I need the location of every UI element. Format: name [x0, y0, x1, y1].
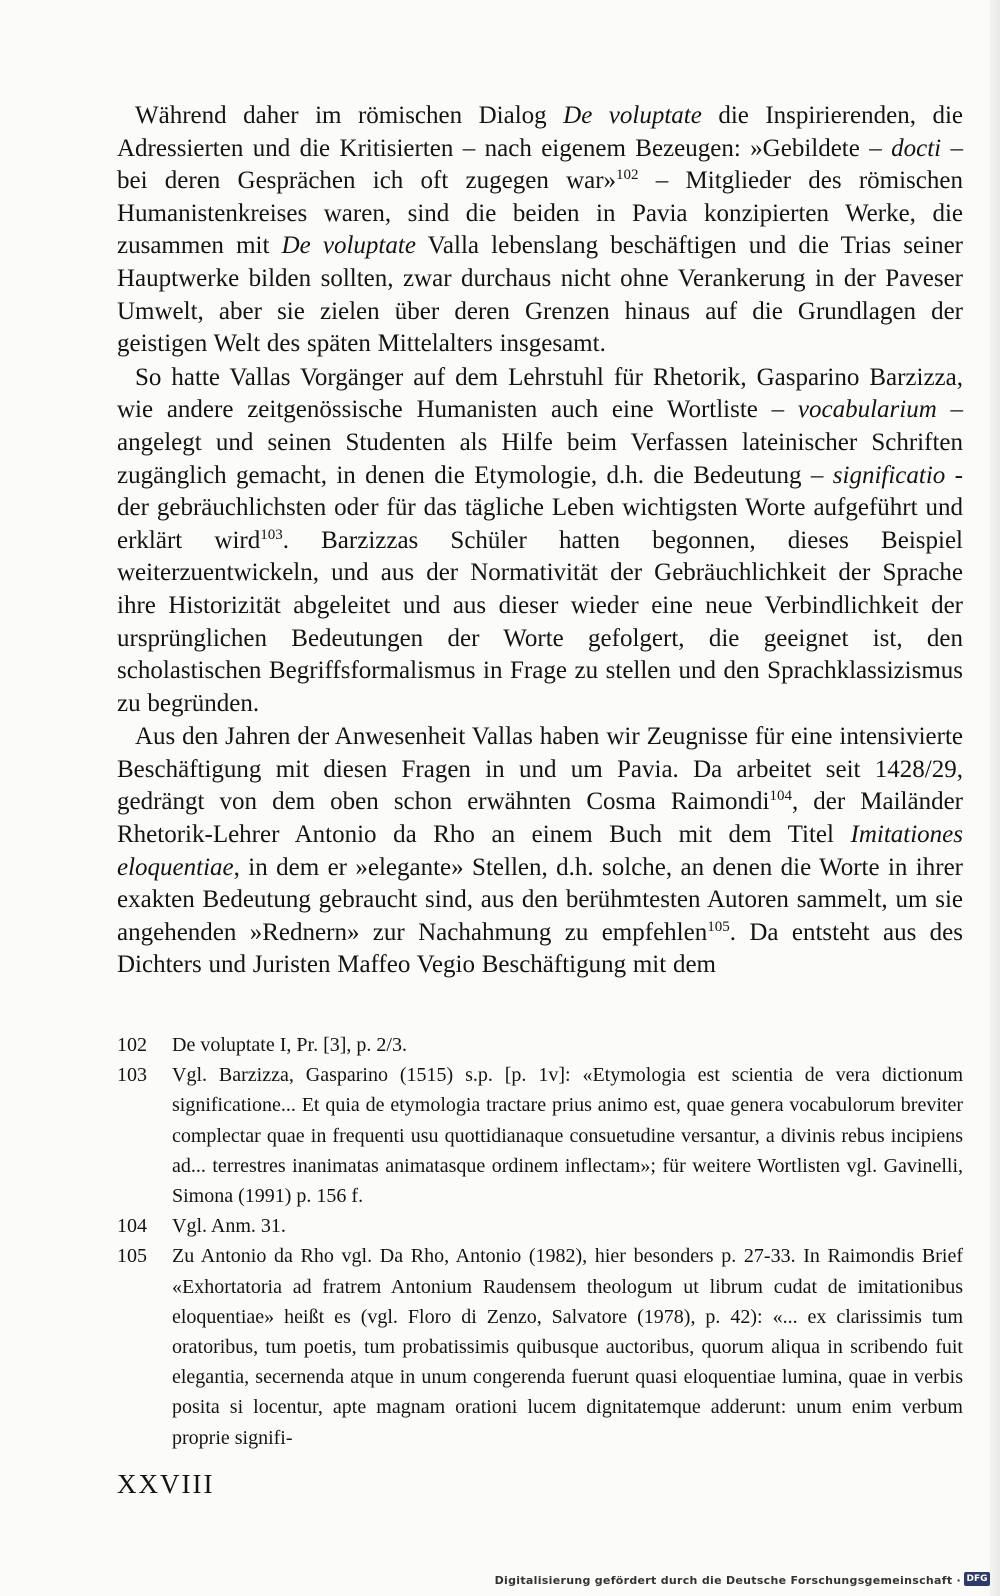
italic-term: De voluptate [281, 232, 416, 260]
footnote [117, 1060, 963, 1211]
footnote [117, 1211, 963, 1241]
footnote [117, 1030, 963, 1060]
text-run: So hatte Vallas Vorgänger auf dem Lehrstuhl für Rhetorik, Gasparino Barzizza, wie andere zeitgenössische Humanisten auch eine Wortliste – [117, 363, 963, 424]
text-run: die Inspirierenden, die Adressierten und die Kritisierten – nach eigenem Bezeugen: »Gebildete – [117, 102, 964, 162]
italic-term: docti [891, 134, 942, 162]
footnote [117, 1241, 963, 1452]
italic-term: Imitationes eloquentiae [117, 821, 963, 881]
text-run: – angelegt und seinen Studenten als Hilfe beim Verfassen lateinischer Schriften zugänglich gemacht, in denen die Etymologie, d.h. die Bedeutung – [117, 396, 964, 489]
footnotes [117, 1030, 963, 1453]
text-run: – Mitglieder des römischen Humanistenkreises waren, sind die beiden in Pavia konzipierten Werke, die zusammen mit [117, 167, 963, 260]
italic-term: De voluptate [563, 102, 702, 129]
text-run: Während daher im römischen Dialog [135, 102, 564, 129]
footnote-number: 103 [117, 1064, 147, 1087]
page-number: XXVIII [117, 1469, 215, 1499]
italic-term: vocabularium [797, 396, 937, 424]
footnote-reference: 105 [707, 918, 730, 935]
digitization-note: Digitalisierung gefördert durch die Deutsche Forschungsgemeinschaft · [494, 1574, 961, 1587]
footnote-number: 102 [117, 1034, 147, 1056]
footnote-text: Vgl. Barzizza, Gasparino (1515) s.p. [p. 1v]: «Etymologia est scientia de vera dictionum significatione... Et quia de etymologia tractare prius animo est, quae genera vocabulorum breviter complectar quae in frequenti usu quottidianaque consuetudine versantur, a divinis rebus incipiens ad... terrestres inanimatas animatasque ordinem inflectam»; für weitere Wortlisten vgl. Gavinelli, Simona (1991) p. 156 f. [172, 1064, 963, 1208]
paragraph [117, 721, 963, 982]
text-run: Aus den Jahren der Anwesenheit Vallas haben wir Zeugnisse für eine intensivierte Beschäftigung mit diesen Fragen in und um Pavia. Da arbeitet seit 1428/29, gedrängt von dem oben schon erwähnten Cosma Raimondi [117, 723, 963, 816]
text-run: , der Mailänder Rhetorik-Lehrer Antonio da Rho an einem Buch mit dem Titel [117, 788, 963, 849]
text-run: - der gebräuchlichsten oder für das tägliche Leben wichtigsten Worte aufgeführt und erklärt wird [117, 461, 963, 554]
footnote-text: Vgl. Anm. 31. [172, 1215, 286, 1238]
italic-term: significatio [832, 461, 946, 489]
page-edge [990, 0, 1000, 1596]
footnote-reference: 103 [260, 526, 283, 543]
footnote-reference: 102 [616, 167, 639, 184]
text-run: Valla lebenslang beschäftigen und die Trias seiner Hauptwerke bilden sollten, zwar durchaus nicht ohne Verankerung in der Paveser Umwelt, aber sie zielen über deren Grenzen hinaus auf die Grundlagen der geistigen Welt des späten Mittelalters insgesamt. [117, 232, 963, 358]
paragraph [117, 362, 963, 721]
footnote-text: De voluptate I, Pr. [3], p. 2/3. [172, 1034, 407, 1056]
text-run: . Barzizzas Schüler hatten begonnen, dieses Beispiel weiterzuentwickeln, und aus der Normativität der Gebräuchlichkeit der Sprache ihre Historizität abgeleitet und aus dieser wieder eine neue Verbindlichkeit der ursprünglichen Bedeutungen der Worte gefolgert, die geeignet ist, den scholastischen Begriffsformalismus in Frage zu stellen und den Sprachklassizismus zu begründen. [117, 526, 963, 717]
paragraph [117, 100, 963, 361]
main-text [117, 100, 963, 982]
footnote-number: 104 [117, 1215, 147, 1238]
footnote-number: 105 [117, 1245, 147, 1268]
text-run: – bei deren Gesprächen ich oft zugegen war» [117, 134, 963, 195]
text-run: , in dem er »elegante» Stellen, d.h. solche, an denen die Worte in ihrer exakten Bedeutung gebraucht sind, aus den berühmtesten Autoren sammelt, um sie angehenden »Rednern» zur Nachahmung zu empfehlen [117, 853, 963, 946]
text-run: . Da entsteht aus des Dichters und Juristen Maffeo Vegio Beschäftigung mit dem [117, 918, 964, 979]
footnote-text: Zu Antonio da Rho vgl. Da Rho, Antonio (1982), hier besonders p. 27-33. In Raimondis Brief «Exhortatoria ad fratrem Antonium Raudensem theologum ut librum cudat de imitationibus eloquentiae» heißt es (vgl. Floro di Zenzo, Salvatore (1978), p. 42): «... ex clarissimis tum oratoribus, tum poetis, tum probatissimis quibusque auctoribus, quorum aliqua in scribendo fuit elegantia, secernenda atque in unum congerenda fuerunt quasi eloquentiae lumina, quae in verbis posita si locentur, apte magnam orationi lucem dignitatemque adderunt: unum enim verbum proprie signifi- [172, 1245, 963, 1449]
footnote-reference: 104 [769, 788, 792, 805]
dfg-logo: DFG [964, 1572, 990, 1586]
